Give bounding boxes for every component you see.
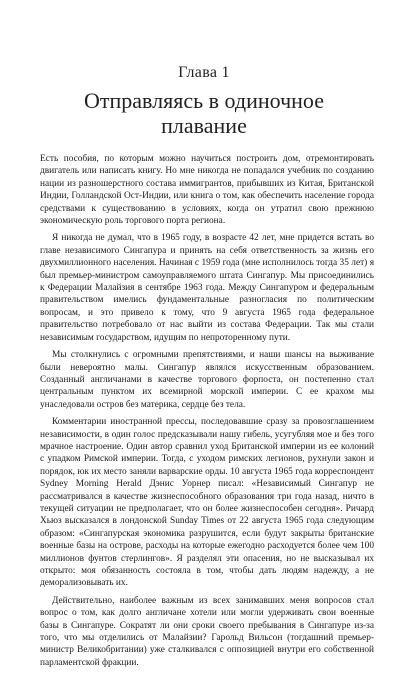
chapter-title-line-1: Отправляясь в одиночное [84, 88, 324, 113]
paragraph: Действительно, наиболее важным из всех занимавших меня вопросов стал вопрос о том, как долго англичане хотели или могли удерживать свои военные базы в Сингапуре. Сократят ли они сроки своего пребывания в Сингапуре из-за того, что мы отделились от Малайзии? Гарольд Вильсон (тогдашний премьер-министр Великобритании) уже сталкивался с оппозицией внутри его собственной парламентской фракции. [40, 595, 374, 668]
paragraph: Я никогда не думал, что в 1965 году, в возрасте 42 лет, мне придется встать во главе независимого Сингапура и принять на себя ответственность за жизнь его двухмиллионного населения. Начиная с 1959 года (мне исполнилось тогда 35 лет) я был премьер-министром самоуправляемого штата Сингапур. Мы присоединились к Федерации Малайзия в сентябре 1963 года. Между Сингапуром и федеральным правительством имелись фундаментальные разногласия по политическим вопросам, и это привело к тому, что 9 августа 1965 года федеральное правительство потребовало от нас выйти из состава Федерации. Так мы стали независимым государством, идущим по непроторенному пути. [40, 233, 374, 343]
paragraph: Есть пособия, по которым можно научиться построить дом, отремонтировать двигатель или написать книгу. Но мне никогда не попадался учебник по созданию нации из разношерстного состава иммигрантов, прибывших из Китая, Британской Индии, Голландской Ост-Индии, или книга о том, как обеспечить население города средствами к существованию в условиях, когда он утратил свою прежнюю экономическую роль торгового порта региона. [40, 154, 374, 227]
chapter-title-line-2: плавание [161, 113, 247, 138]
paragraph: Мы столкнулись с огромными препятствиями, и наши шансы на выживание были невероятно малы. Сингапур являлся искусственным образованием. Созданный англичанами в качестве торгового форпоста, он постепенно стал центральным пунктом их всемирной морской империи. С ее крахом мы унаследовали остров без материка, сердце без тела. [40, 350, 374, 410]
chapter-number: Глава 1 [178, 64, 230, 81]
body-text [40, 153, 374, 674]
chapter-header [40, 64, 368, 138]
paragraph: Комментарии иностранной прессы, последовавшие сразу за провозглашением независимости, в один голос предсказывали нашу гибель, усугубляя мое и без того мрачное настроение. Один автор сравнил уход Британской империи из ее колоний с упадком Римской империи. Тогда, с уходом римских легионов, рухнули закон и порядок, юк их место заняли варварские орды. 10 августа 1965 года корреспондент Sydney Morning Herald Дэнис Уорнер писал: «Независимый Сингапур не рассматривался в качестве жизнеспособного образования три года назад, ничто в текущей ситуации не предполагает, что он более жизнеспособен сегодня». Ричард Хьюз высказался в лондонской Sunday Times от 22 августа 1965 года следующим образом: «Сингапурская экономика разрушится, если будут закрыты британские военные базы на острове, расходы на которые ежегодно расходуется более чем 100 миллионов фунтов стерлингов». Я разделял эти опасения, но не высказывал их открыто: моя обязанность состояла в том, чтобы дать людям надежду, а не деморализовывать их. [40, 417, 374, 589]
chapter-title [40, 88, 368, 138]
